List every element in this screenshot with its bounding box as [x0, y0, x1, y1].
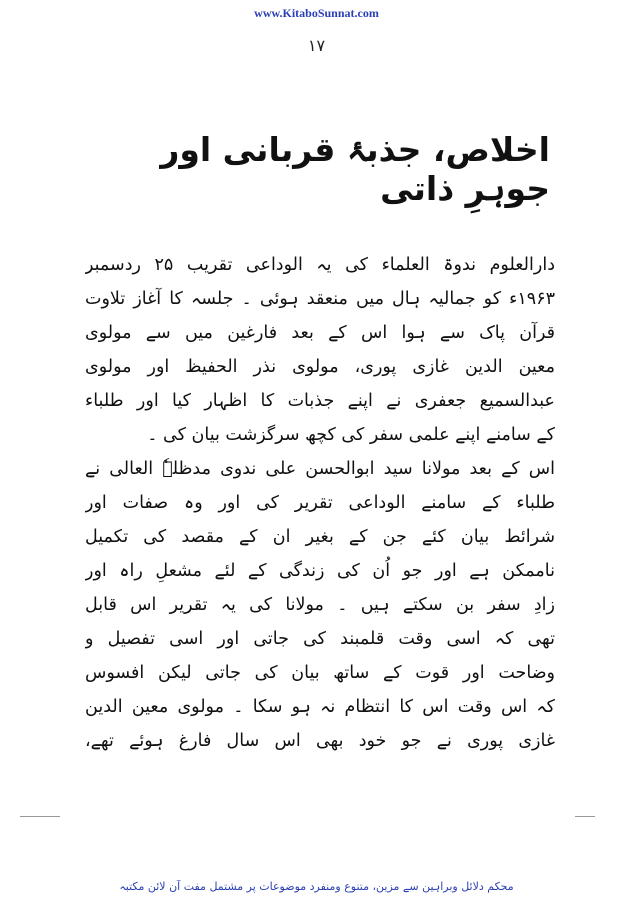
text-line: شرائط بیان کئے جن کے بغیر ان کے مقصد کی تکمیل — [85, 527, 555, 547]
text-line: دارالعلوم ندوۃ العلماء کی یہ الوداعی تقریب ۲۵ ردسمبر — [85, 255, 555, 275]
text-line: قرآن پاک سے ہوا اس کے بعد فارغین میں سے مولوی — [85, 323, 555, 343]
site-url: www.KitaboSunnat.com — [254, 6, 379, 20]
divider — [20, 816, 60, 817]
body-text — [85, 248, 555, 758]
text-line: ۱۹۶۳ء کو جمالیہ ہال میں منعقد ہوئی ۔ جلسہ کا آغاز تلاوت — [85, 289, 555, 309]
text-line: ناممکن ہے اور جو اُن کی زندگی کے لئے مشعلِ راہ اور — [85, 561, 555, 581]
page-number: ۱۷ — [307, 36, 326, 55]
text-line: کہ اس وقت اس کا انتظام نہ ہو سکا ۔ مولوی معین الدین — [85, 697, 555, 717]
text-line: وضاحت اور قوت کے ساتھ بیان کی جاتی لیکن افسوس — [85, 663, 555, 683]
text-line: کے سامنے اپنے علمی سفر کی کچھ سرگزشت بیان کی ۔ — [147, 425, 555, 445]
divider — [575, 816, 595, 817]
text-line: زادِ سفر بن سکتے ہیں ۔ مولانا کی یہ تقریر اس قابل — [85, 595, 555, 615]
text-line: تھی کہ اسی وقت قلمبند کی جاتی اور اسی تفصیل و — [85, 629, 555, 649]
text-line: اس کے بعد مولانا سید ابوالحسن علی ندوی مدظلہٗ العالی نے — [85, 459, 555, 479]
text-line: معین الدین غازی پوری، مولوی نذر الحفیظ اور مولوی — [85, 357, 555, 377]
text-line: عبدالسمیع جعفری نے اپنے جذبات کا اظہار کیا اور طلباء — [85, 391, 555, 411]
footer-tagline: محکم دلائل وبراہین سے مزین، متنوع ومنفرد موضوعات پر مشتمل مفت آن لائن مکتبہ — [119, 880, 514, 893]
chapter-title: اخلاص، جذبۂ قربانی اور جوہرِ ذاتی — [160, 130, 550, 208]
text-line: طلباء کے سامنے الوداعی تقریر کی اور وہ صفات اور — [85, 493, 555, 513]
text-line: غازی پوری نے جو خود بھی اس سال فارغ ہوئے تھے، — [85, 731, 555, 751]
